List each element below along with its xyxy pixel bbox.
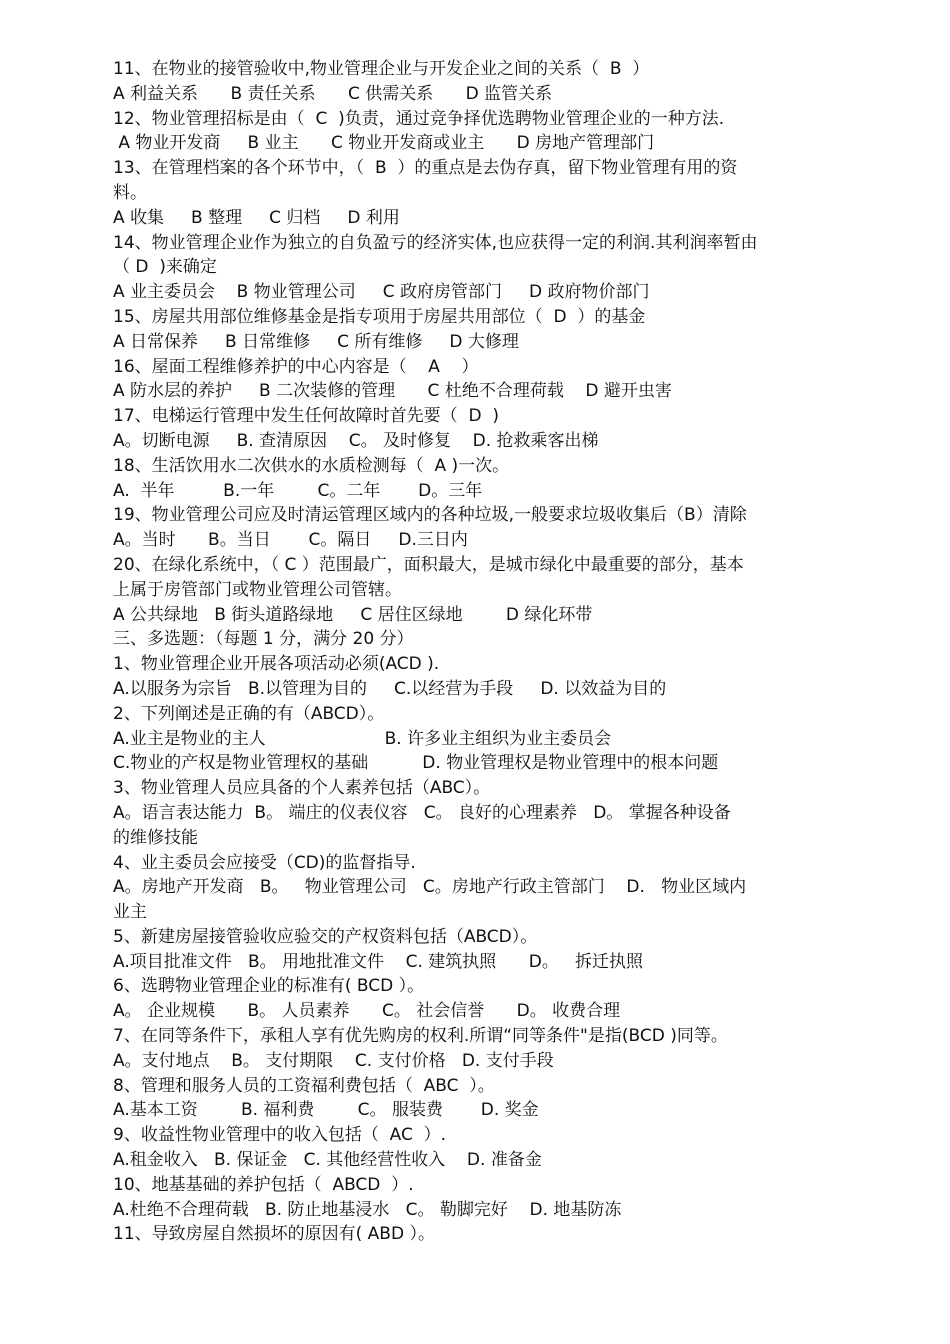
question-line: 5、新建房屋接管验收应验交的产权资料包括（ABCD）。: [113, 926, 538, 947]
options-line: A.业主是物业的主人 B. 许多业主组织为业主委员会: [113, 728, 612, 749]
continuation-line: 上属于房管部门或物业管理公司管辖。: [113, 579, 402, 600]
question-line: 11、导致房屋自然损坏的原因有( ABD ）。: [113, 1224, 435, 1245]
options-line: A.杜绝不合理荷载 B. 防止地基浸水 C。 勒脚完好 D. 地基防冻: [113, 1199, 622, 1220]
question-line: 20、在绿化系统中，（ C ）范围最广，面积最大，是城市绿化中最重要的部分，基本: [113, 554, 744, 575]
question-line: 12、物业管理招标是由（ C )负责，通过竞争择优选聘物业管理企业的一种方法.: [113, 108, 725, 129]
options-line: A。支付地点 B。 支付期限 C. 支付价格 D. 支付手段: [113, 1050, 554, 1071]
document-body: [113, 57, 835, 1247]
question-line: 8、管理和服务人员的工资福利费包括（ ABC ）。: [113, 1075, 495, 1096]
options-line: A 收集 B 整理 C 归档 D 利用: [113, 207, 400, 228]
options-line: A 业主委员会 B 物业管理公司 C 政府房管部门 D 政府物价部门: [113, 282, 650, 303]
options-line: A。房地产开发商 B。 物业管理公司 C。房地产行政主管部门 D. 物业区域内: [113, 877, 747, 898]
continuation-line: 料。: [113, 182, 147, 203]
options-line: A.项目批准文件 B。 用地批准文件 C. 建筑执照 D。 拆迁执照: [113, 951, 644, 972]
question-line: 19、物业管理公司应及时清运管理区域内的各种垃圾,一般要求垃圾收集后（B）清除: [113, 505, 747, 526]
section-heading: 三、多选题：（每题 1 分，满分 20 分）: [113, 629, 414, 650]
options-line: A.以服务为宗旨 B.以管理为目的 C.以经营为手段 D. 以效益为目的: [113, 678, 667, 699]
question-line: 4、业主委员会应接受（CD)的监督指导.: [113, 852, 416, 873]
options-line: A.基本工资 B. 福利费 C。 服装费 D. 奖金: [113, 1100, 539, 1121]
options-line: A 防水层的养护 B 二次装修的管理 C 杜绝不合理荷载 D 避开虫害: [113, 381, 672, 402]
options-line: A 利益关系 B 责任关系 C 供需关系 D 监管关系: [113, 83, 553, 104]
continuation-line: （ D )来确定: [113, 257, 217, 278]
options-line: A。当时 B。当日 C。隔日 D.三日内: [113, 530, 468, 551]
question-line: 1、物业管理企业开展各项活动必须(ACD ).: [113, 654, 440, 675]
question-line: 9、收益性物业管理中的收入包括（ AC ）.: [113, 1125, 447, 1146]
question-line: 18、生活饮用水二次供水的水质检测每（ A )一次。: [113, 455, 510, 476]
options-line: A. 半年 B.一年 C。二年 D。三年: [113, 480, 483, 501]
options-line: A 日常保养 B 日常维修 C 所有维修 D 大修理: [113, 331, 519, 352]
question-line: 17、电梯运行管理中发生任何故障时首先要（ D ): [113, 406, 499, 427]
question-line: 11、在物业的接管验收中,物业管理企业与开发企业之间的关系（ B ）: [113, 59, 650, 79]
question-line: 15、房屋共用部位维修基金是指专项用于房屋共用部位（ D ）的基金: [113, 306, 646, 327]
question-line: 16、屋面工程维修养护的中心内容是（ A ）: [113, 356, 479, 377]
question-line: 6、选聘物业管理企业的标准有( BCD ）。: [113, 976, 425, 997]
continuation-line: 业主: [113, 902, 147, 923]
options-line: A 物业开发商 B 业主 C 物业开发商或业主 D 房地产管理部门: [113, 133, 655, 154]
options-line: C.物业的产权是物业管理权的基础 D. 物业管理权是物业管理中的根本问题: [113, 753, 719, 774]
question-line: 10、地基基础的养护包括（ ABCD ）.: [113, 1174, 414, 1195]
options-line: A。语言表达能力 B。 端庄的仪表仪容 C。 良好的心理素养 D。 掌握各种设备: [113, 802, 731, 823]
continuation-line: 的维修技能: [113, 827, 198, 848]
question-line: 13、在管理档案的各个环节中，（ B ）的重点是去伪存真，留下物业管理有用的资: [113, 158, 738, 179]
question-line: 7、在同等条件下，承租人享有优先购房的权利.所谓“同等条件"是指(BCD )同等。: [113, 1026, 728, 1047]
options-line: A。 企业规模 B。 人员素养 C。 社会信誉 D。 收费合理: [113, 1001, 621, 1022]
options-line: A.租金收入 B. 保证金 C. 其他经营性收入 D. 准备金: [113, 1150, 542, 1171]
options-line: A。切断电源 B. 查清原因 C。 及时修复 D. 抢救乘客出梯: [113, 430, 599, 451]
question-line: 3、物业管理人员应具备的个人素养包括（ABC）。: [113, 778, 491, 799]
options-line: A 公共绿地 B 街头道路绿地 C 居住区绿地 D 绿化环带: [113, 604, 593, 625]
question-line: 14、物业管理企业作为独立的自负盈亏的经济实体,也应获得一定的利润.其利润率暂由: [113, 232, 758, 253]
question-line: 2、下列阐述是正确的有（ABCD）。: [113, 703, 385, 724]
